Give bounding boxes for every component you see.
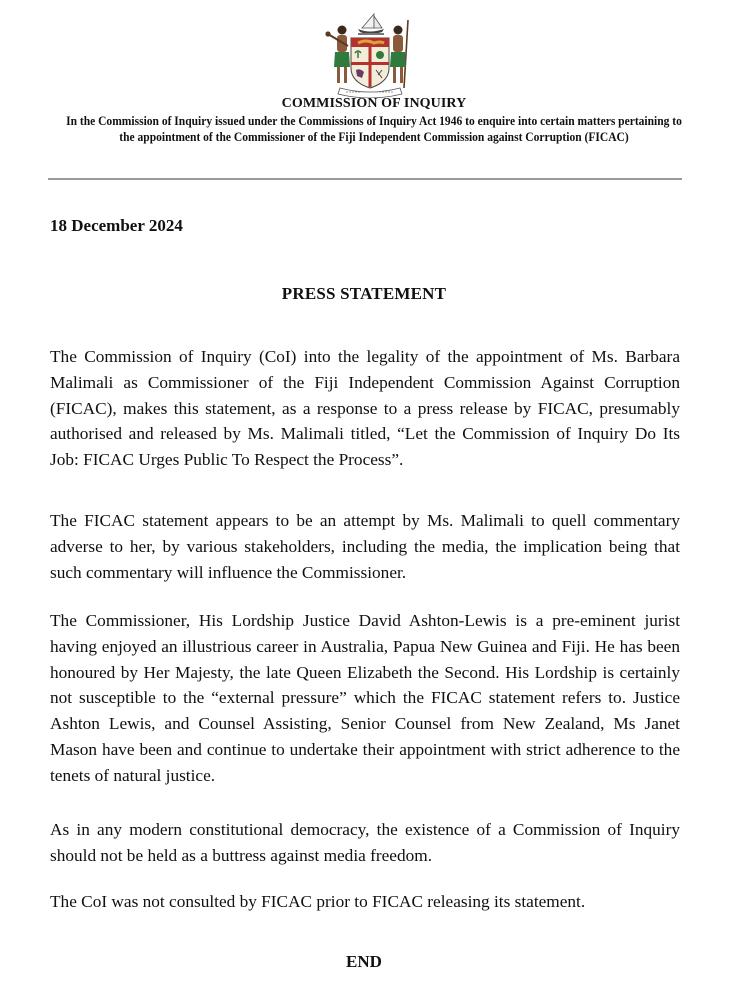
- paragraph-1: The Commission of Inquiry (CoI) into the legality of the appointment of Ms. Barbara Malimali as Commissioner of the Fiji Independent Commission Against Corruption (FICAC), makes this statement, as a response to a press release by FICAC, presumably authorised and released by Ms. Malimali titled, “Let the Commission of Inquiry Do Its Job: FICAC Urges Public To Respect the Process”.: [50, 347, 680, 470]
- statement-date: 18 December 2024: [50, 216, 183, 235]
- document-subheading: In the Commission of Inquiry issued under the Commissions of Inquiry Act 1946 to enquire into certain matters pertaining to the appointment of the Commissioner of the Fiji Independent Commission against Corruption (FICAC): [66, 114, 682, 144]
- canoe-crest: [358, 14, 384, 35]
- paragraph-4: As in any modern constitutional democracy, the existence of a Commission of Inquiry should not be held as a buttress against media freedom.: [50, 820, 680, 865]
- fiji-coat-of-arms-icon: [322, 12, 418, 98]
- end-marker: END: [346, 952, 382, 971]
- shield: [351, 38, 389, 88]
- document-heading: COMMISSION OF INQUIRY: [281, 96, 467, 111]
- header-divider: [48, 178, 682, 180]
- paragraph-2: The FICAC statement appears to be an attempt by Ms. Malimali to quell commentary adverse to her, by various stakeholders, including the media, the implication being that such commentary will influence the Commissioner.: [50, 511, 680, 582]
- paragraph-3: The Commissioner, His Lordship Justice David Ashton-Lewis is a pre-eminent jurist having enjoyed an illustrious career in Australia, Papua New Guinea and Fiji. He has been honoured by Her Majesty, the late Queen Elizabeth the Second. His Lordship is certainly not susceptible to the “external pressure” which the FICAC statement refers to. Justice Ashton Lewis, and Counsel Assisting, Senior Counsel from New Zealand, Ms Janet Mason have been and continue to undertake their appointment with strict adherence to the tenets of natural justice.: [50, 611, 680, 785]
- paragraph-5: The CoI was not consulted by FICAC prior to FICAC releasing its statement.: [50, 892, 586, 911]
- right-supporter: [390, 20, 408, 88]
- statement-title: PRESS STATEMENT: [281, 284, 447, 303]
- left-supporter: [325, 26, 350, 84]
